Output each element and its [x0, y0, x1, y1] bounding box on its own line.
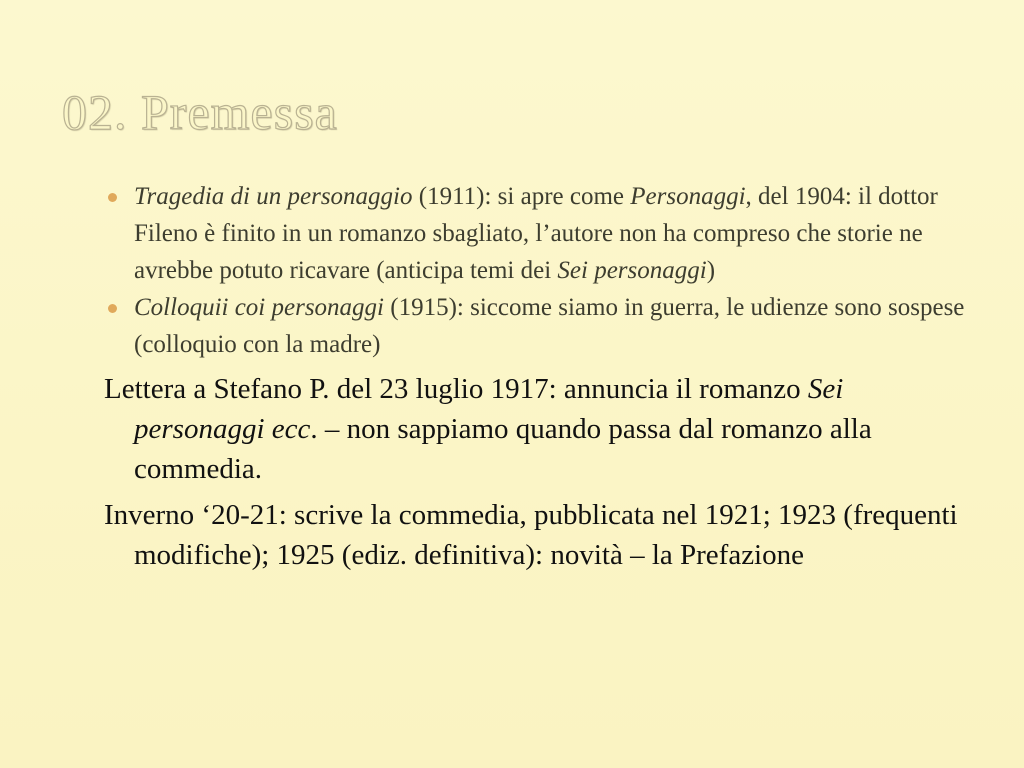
paragraph-text: Lettera a Stefano P. del 23 luglio 1917: annuncia il romanzo — [104, 373, 808, 405]
paragraph-text: Inverno ‘20-21: scrive la commedia, pubblicata nel 1921; 1923 (frequenti modifiche); 1925 (ediz. definitiva): novità – la Prefazione — [104, 499, 958, 571]
work-title: Personaggi — [630, 183, 746, 210]
work-title: Colloquii coi personaggi — [134, 294, 384, 321]
bullet-text: (1915): siccome siamo in guerra, le udienze sono sospese (colloquio con la madre) — [134, 294, 965, 358]
content-list — [104, 178, 974, 575]
paragraph-lettera — [104, 369, 974, 489]
work-title: Sei personaggi ecc — [134, 373, 844, 445]
slide-title: 02. Premessa — [62, 84, 338, 140]
paragraph-text: . – non sappiamo quando passa dal romanzo alla commedia. — [134, 413, 872, 485]
paragraph-inverno — [104, 495, 974, 575]
bullet-item-colloquii — [104, 289, 974, 363]
work-title: Sei personaggi — [557, 257, 707, 284]
bullet-text: ) — [706, 257, 716, 284]
work-title: Tragedia di un personaggio — [134, 183, 413, 210]
bullet-text: , del 1904: il dottor Fileno è finito in un romanzo sbagliato, l’autore non ha compreso che storie ne avrebbe potuto ricavare (anticipa temi dei — [134, 183, 938, 284]
bullet-dot-icon — [108, 193, 117, 202]
bullet-item-tragedia — [104, 178, 974, 289]
bullet-text: (1911): si apre come — [412, 183, 631, 210]
bullet-dot-icon — [108, 304, 117, 313]
